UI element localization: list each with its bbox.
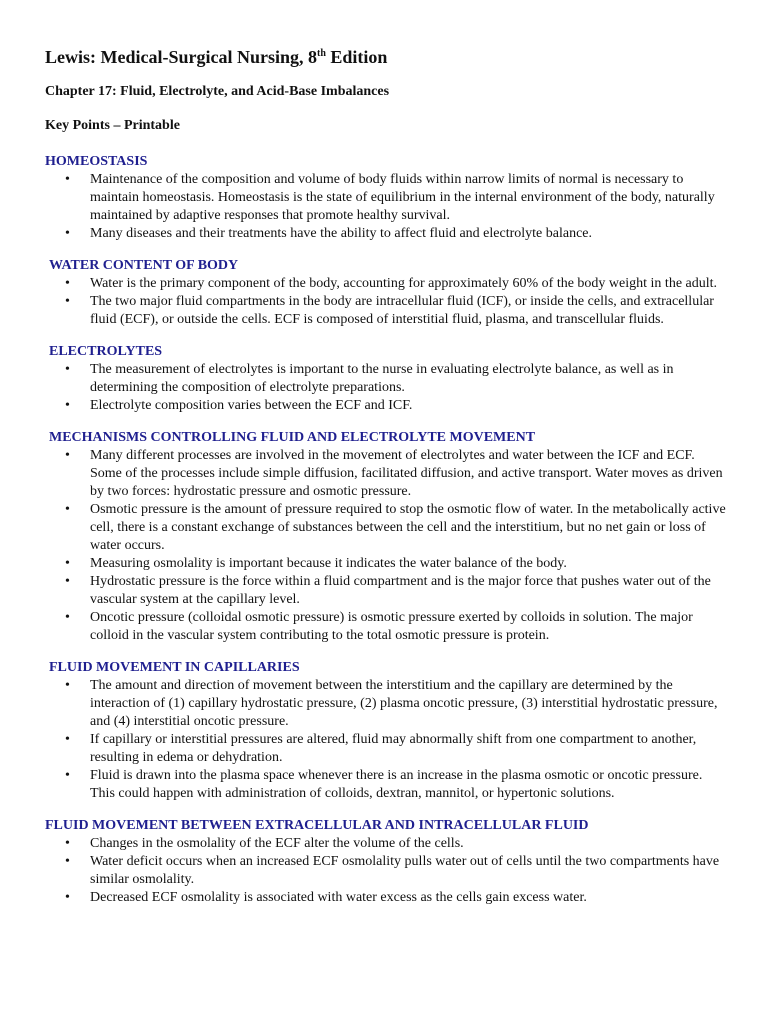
bullet-item: [45, 677, 728, 731]
title-superscript: th: [317, 48, 326, 59]
bullet-list: [45, 275, 728, 329]
bullet-text: Changes in the osmolality of the ECF alter the volume of the cells.: [90, 836, 464, 851]
section: [45, 257, 728, 329]
bullet-list: [45, 677, 728, 803]
bullet-icon: •: [65, 398, 70, 413]
bullet-item: [45, 275, 728, 293]
bullet-text: Water deficit occurs when an increased ECF osmolality pulls water out of cells until the two compartments have similar osmolality.: [90, 854, 720, 887]
bullet-list: [45, 447, 728, 645]
bullet-text: The amount and direction of movement between the interstitium and the capillary are determined by the interaction of (1) capillary hydrostatic pressure, (2) plasma oncotic pressure, (3) interstitial hydrostatic pressure, and (4) interstitial oncotic pressure.: [90, 678, 718, 729]
title-end: Edition: [325, 47, 388, 67]
bullet-text: Fluid is drawn into the plasma space whenever there is an increase in the plasma osmotic or oncotic pressure. This could happen with administration of colloids, dextran, mannitol, or hypertonic solutions.: [90, 768, 703, 801]
bullet-item: [45, 397, 728, 415]
section: [45, 817, 728, 907]
bullet-icon: •: [65, 448, 70, 463]
section: [45, 659, 728, 803]
section-heading: ELECTROLYTES: [49, 344, 163, 359]
section-heading: FLUID MOVEMENT BETWEEN EXTRACELLULAR AND INTRACELLULAR FLUID: [45, 818, 589, 833]
section-heading: FLUID MOVEMENT IN CAPILLARIES: [49, 660, 300, 675]
bullet-item: [45, 447, 728, 501]
bullet-icon: •: [65, 172, 70, 187]
bullet-icon: •: [65, 276, 70, 291]
bullet-icon: •: [65, 890, 70, 905]
bullet-text: Decreased ECF osmolality is associated with water excess as the cells gain excess water.: [90, 890, 587, 905]
bullet-item: [45, 171, 728, 225]
chapter-heading: Chapter 17: Fluid, Electrolyte, and Acid-Base Imbalances: [45, 84, 390, 99]
bullet-icon: •: [65, 294, 70, 309]
bullet-icon: •: [65, 678, 70, 693]
bullet-text: If capillary or interstitial pressures are altered, fluid may abnormally shift from one compartment to another, resulting in edema or dehydration.: [90, 732, 697, 765]
bullet-icon: •: [65, 768, 70, 783]
section-heading: HOMEOSTASIS: [45, 154, 148, 169]
bullet-item: [45, 835, 728, 853]
bullet-icon: •: [65, 836, 70, 851]
section-heading: MECHANISMS CONTROLLING FLUID AND ELECTROLYTE MOVEMENT: [49, 430, 536, 445]
bullet-list: [45, 835, 728, 907]
section: [45, 343, 728, 415]
bullet-item: [45, 501, 728, 555]
title-main: Lewis: Medical-Surgical Nursing, 8: [45, 47, 317, 67]
bullet-item: [45, 361, 728, 397]
bullet-text: Measuring osmolality is important because it indicates the water balance of the body.: [90, 556, 567, 571]
bullet-item: [45, 731, 728, 767]
bullet-text: The measurement of electrolytes is important to the nurse in evaluating electrolyte balance, as well as in determining the composition of electrolyte preparations.: [90, 362, 674, 395]
bullet-item: [45, 609, 728, 645]
bullet-text: Hydrostatic pressure is the force within a fluid compartment and is the major force that pushes water out of the vascular system at the capillary level.: [90, 574, 711, 607]
bullet-icon: •: [65, 854, 70, 869]
document-title: [45, 45, 728, 69]
bullet-icon: •: [65, 226, 70, 241]
sections-container: [45, 153, 728, 907]
section: [45, 429, 728, 645]
bullet-text: Water is the primary component of the body, accounting for approximately 60% of the body weight in the adult.: [90, 276, 718, 291]
key-points-label: Key Points – Printable: [45, 118, 180, 133]
bullet-icon: •: [65, 556, 70, 571]
bullet-list: [45, 361, 728, 415]
bullet-text: Maintenance of the composition and volume of body fluids within narrow limits of normal is necessary to maintain homeostasis. Homeostasis is the state of equilibrium in the internal environment of the body, naturally maintained by adaptive responses that promote healthy survival.: [90, 172, 715, 223]
bullet-icon: •: [65, 732, 70, 747]
bullet-item: [45, 853, 728, 889]
bullet-item: [45, 767, 728, 803]
bullet-item: [45, 573, 728, 609]
bullet-item: [45, 293, 728, 329]
bullet-text: Oncotic pressure (colloidal osmotic pressure) is osmotic pressure exerted by colloids in solution. The major colloid in the vascular system contributing to the total osmotic pressure is protein.: [90, 610, 693, 643]
bullet-item: [45, 555, 728, 573]
section-heading: WATER CONTENT OF BODY: [49, 258, 239, 273]
bullet-text: Electrolyte composition varies between the ECF and ICF.: [90, 398, 413, 413]
bullet-icon: •: [65, 574, 70, 589]
bullet-text: Many diseases and their treatments have the ability to affect fluid and electrolyte balance.: [90, 226, 592, 241]
bullet-item: [45, 889, 728, 907]
bullet-text: The two major fluid compartments in the body are intracellular fluid (ICF), or inside the cells, and extracellular fluid (ECF), or outside the cells. ECF is composed of interstitial fluid, plasma, and transcellular fluids.: [90, 294, 714, 327]
bullet-icon: •: [65, 610, 70, 625]
bullet-icon: •: [65, 502, 70, 517]
section: [45, 153, 728, 243]
bullet-text: Many different processes are involved in the movement of electrolytes and water between the ICF and ECF. Some of the processes include simple diffusion, facilitated diffusion, and active transport. Water moves as driven by two forces: hydrostatic pressure and osmotic pressure.: [90, 448, 723, 499]
bullet-text: Osmotic pressure is the amount of pressure required to stop the osmotic flow of water. In the metabolically active cell, there is a constant exchange of substances between the cell and the interstitium, but no net gain or loss of water occurs.: [90, 502, 726, 553]
bullet-list: [45, 171, 728, 243]
bullet-item: [45, 225, 728, 243]
bullet-icon: •: [65, 362, 70, 377]
